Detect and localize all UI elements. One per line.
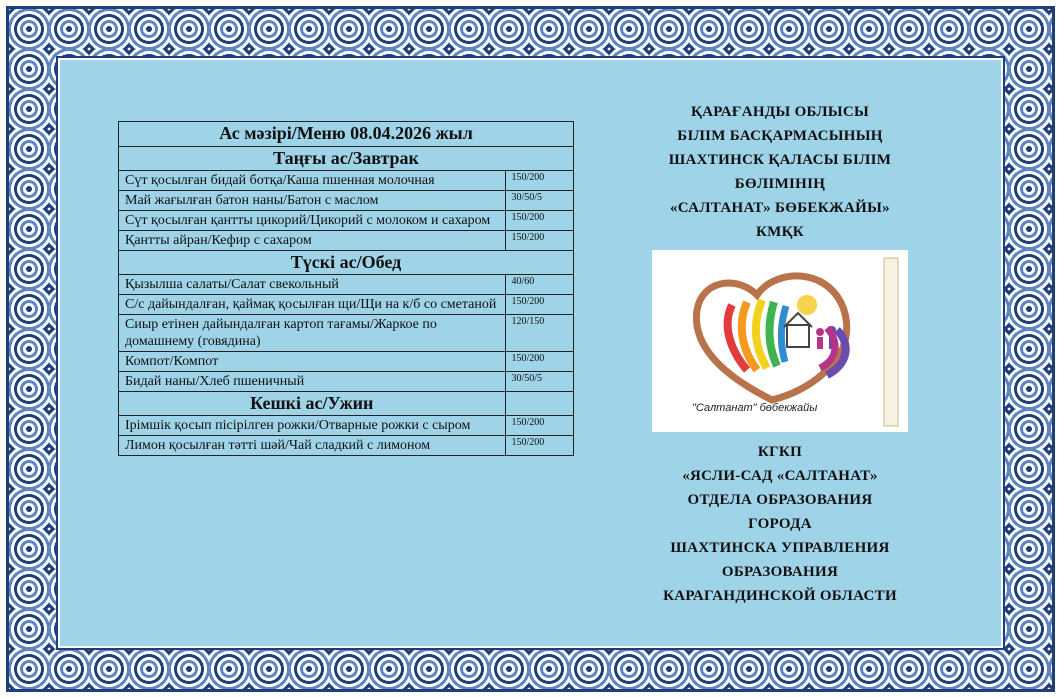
dish-name: Компот/Компот — [119, 352, 506, 372]
dish-name: Сиыр етінен дайындалған картоп тағамы/Жаркое по домашнему (говядина) — [119, 315, 506, 352]
menu-title: Ас мәзірі/Меню 08.04.2026 жыл — [119, 122, 574, 147]
portion: 150/200 — [505, 211, 574, 231]
header-ru — [625, 440, 935, 608]
table-row — [119, 416, 574, 436]
empty-cell — [505, 392, 574, 416]
header-kz-line: ШАХТИНСК ҚАЛАСЫ БІЛІМ — [668, 152, 892, 168]
portion: 150/200 — [505, 171, 574, 191]
portion: 150/200 — [505, 231, 574, 251]
table-row — [119, 171, 574, 191]
table-row — [119, 315, 574, 352]
table-row — [119, 275, 574, 295]
section-lunch: Түскі ас/Обед — [119, 251, 574, 275]
dish-name: Қантты айран/Кефир с сахаром — [119, 231, 506, 251]
dish-name: Май жағылған батон наны/Батон с маслом — [119, 191, 506, 211]
table-row — [119, 231, 574, 251]
header-kz-line: БӨЛІМІНІҢ — [734, 176, 826, 192]
table-row — [119, 372, 574, 392]
portion: 120/150 — [505, 315, 574, 352]
header-ru-line: КГКП — [757, 444, 803, 460]
table-row — [119, 211, 574, 231]
header-ru-line: ГОРОДА — [748, 516, 812, 532]
header-ru-line: «ЯСЛИ-САД «САЛТАНАТ» — [682, 468, 878, 484]
dish-name: Сүт қосылған қантты цикорий/Цикорий с молоком и сахаром — [119, 211, 506, 231]
dish-name: С/с дайындалған, қаймақ қосылған щи/Щи на к/б со сметаной — [119, 295, 506, 315]
dish-name: Ірімшік қосып пісірілген рожки/Отварные рожки с сыром — [119, 416, 506, 436]
header-kz-line: «САЛТАНАТ» БӨБЕКЖАЙЫ» — [670, 200, 890, 216]
dish-name: Бидай наны/Хлеб пшеничный — [119, 372, 506, 392]
header-kz-line: БІЛІМ БАСҚАРМАСЫНЫҢ — [677, 128, 883, 144]
dish-name: Қызылша салаты/Салат свекольный — [119, 275, 506, 295]
portion: 150/200 — [505, 352, 574, 372]
portion: 150/200 — [505, 436, 574, 456]
header-ru-line: ОБРАЗОВАНИЯ — [721, 564, 839, 580]
table-row — [119, 436, 574, 456]
portion: 30/50/5 — [505, 191, 574, 211]
section-dinner: Кешкі ас/Ужин — [119, 392, 506, 416]
menu-table — [118, 121, 574, 456]
portion: 30/50/5 — [505, 372, 574, 392]
dish-name: Сүт қосылған бидай ботқа/Каша пшенная молочная — [119, 171, 506, 191]
portion: 40/60 — [505, 275, 574, 295]
header-ru-line: КАРАГАНДИНСКОЙ ОБЛАСТИ — [663, 588, 897, 604]
portion: 150/200 — [505, 295, 574, 315]
kindergarten-logo — [652, 250, 908, 432]
table-row — [119, 352, 574, 372]
header-ru-line: ШАХТИНСКА УПРАВЛЕНИЯ — [670, 540, 890, 556]
header-kz-line: ҚАРАҒАНДЫ ОБЛЫСЫ — [690, 104, 870, 120]
dish-name: Лимон қосылған тәтті шәй/Чай сладкий с лимоном — [119, 436, 506, 456]
table-row — [119, 295, 574, 315]
portion: 150/200 — [505, 416, 574, 436]
table-row — [119, 191, 574, 211]
header-ru-line: ОТДЕЛА ОБРАЗОВАНИЯ — [687, 492, 873, 508]
logo-caption: "Салтанат" бөбекжайы — [692, 402, 818, 414]
header-kz-line: КМҚК — [756, 224, 804, 240]
institution-header — [625, 100, 935, 608]
section-breakfast: Таңғы ас/Завтрак — [119, 147, 574, 171]
